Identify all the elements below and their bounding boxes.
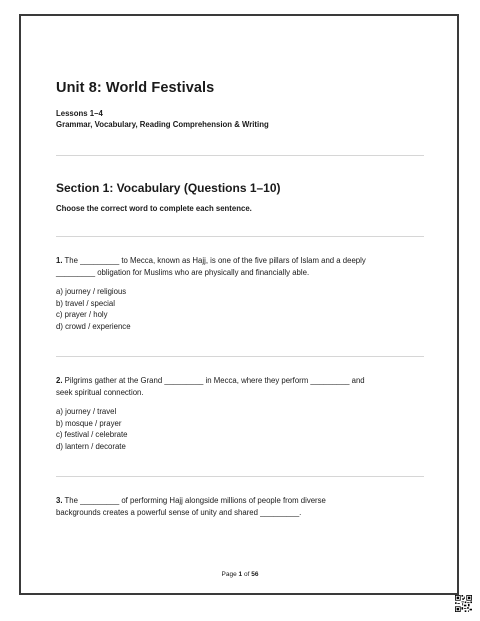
lessons-label: Lessons 1–4 (56, 109, 103, 118)
divider (56, 236, 424, 237)
question-number: 2. (56, 376, 63, 385)
option-d: d) crowd / experience (56, 321, 131, 331)
current-page: 1 (238, 571, 243, 578)
footer-prefix: Page (221, 571, 239, 578)
divider (56, 155, 424, 156)
total-pages: 56 (251, 571, 259, 578)
unit-title: Unit 8: World Festivals (56, 80, 215, 96)
option-c: c) prayer / holy (56, 310, 108, 319)
answer-options (56, 286, 426, 332)
question-2 (56, 375, 426, 452)
question-text (56, 495, 426, 519)
section-title: Section 1: Vocabulary (Questions 1–10) (56, 181, 281, 195)
option-a: a) journey / travel (56, 407, 117, 416)
question-line: seek spiritual connection. (56, 388, 144, 397)
footer-middle: of (242, 571, 252, 578)
lessons-block (56, 108, 426, 130)
question-line: The _________ of performing Hajj alongside millions of people from diverse (62, 496, 326, 505)
page-content (56, 80, 426, 519)
option-b: b) travel / special (56, 298, 115, 308)
question-line: The _________ to Mecca, known as Hajj, is one of the five pillars of Islam and a deeply (62, 256, 366, 265)
question-line: _________ obligation for Muslims who are physically and financially able. (56, 268, 310, 277)
option-c: c) festival / celebrate (56, 430, 128, 439)
question-text (56, 255, 426, 279)
question-text (56, 375, 426, 399)
question-line: Pilgrims gather at the Grand _________ in Mecca, where they perform _________ and (62, 376, 365, 385)
option-d: d) lantern / decorate (56, 441, 126, 451)
subtitle: Grammar, Vocabulary, Reading Comprehension & Writing (56, 120, 269, 129)
page-footer (0, 571, 480, 578)
instruction: Choose the correct word to complete each sentence. (56, 204, 252, 213)
divider (56, 476, 424, 477)
option-a: a) journey / religious (56, 287, 127, 296)
question-line: backgrounds creates a powerful sense of unity and shared _________. (56, 508, 302, 517)
question-3 (56, 495, 426, 519)
option-b: b) mosque / prayer (56, 418, 122, 428)
question-number: 3. (56, 496, 63, 505)
question-number: 1. (56, 256, 63, 265)
question-1 (56, 255, 426, 332)
qr-code-icon (455, 595, 472, 612)
divider (56, 356, 424, 357)
answer-options (56, 406, 426, 452)
